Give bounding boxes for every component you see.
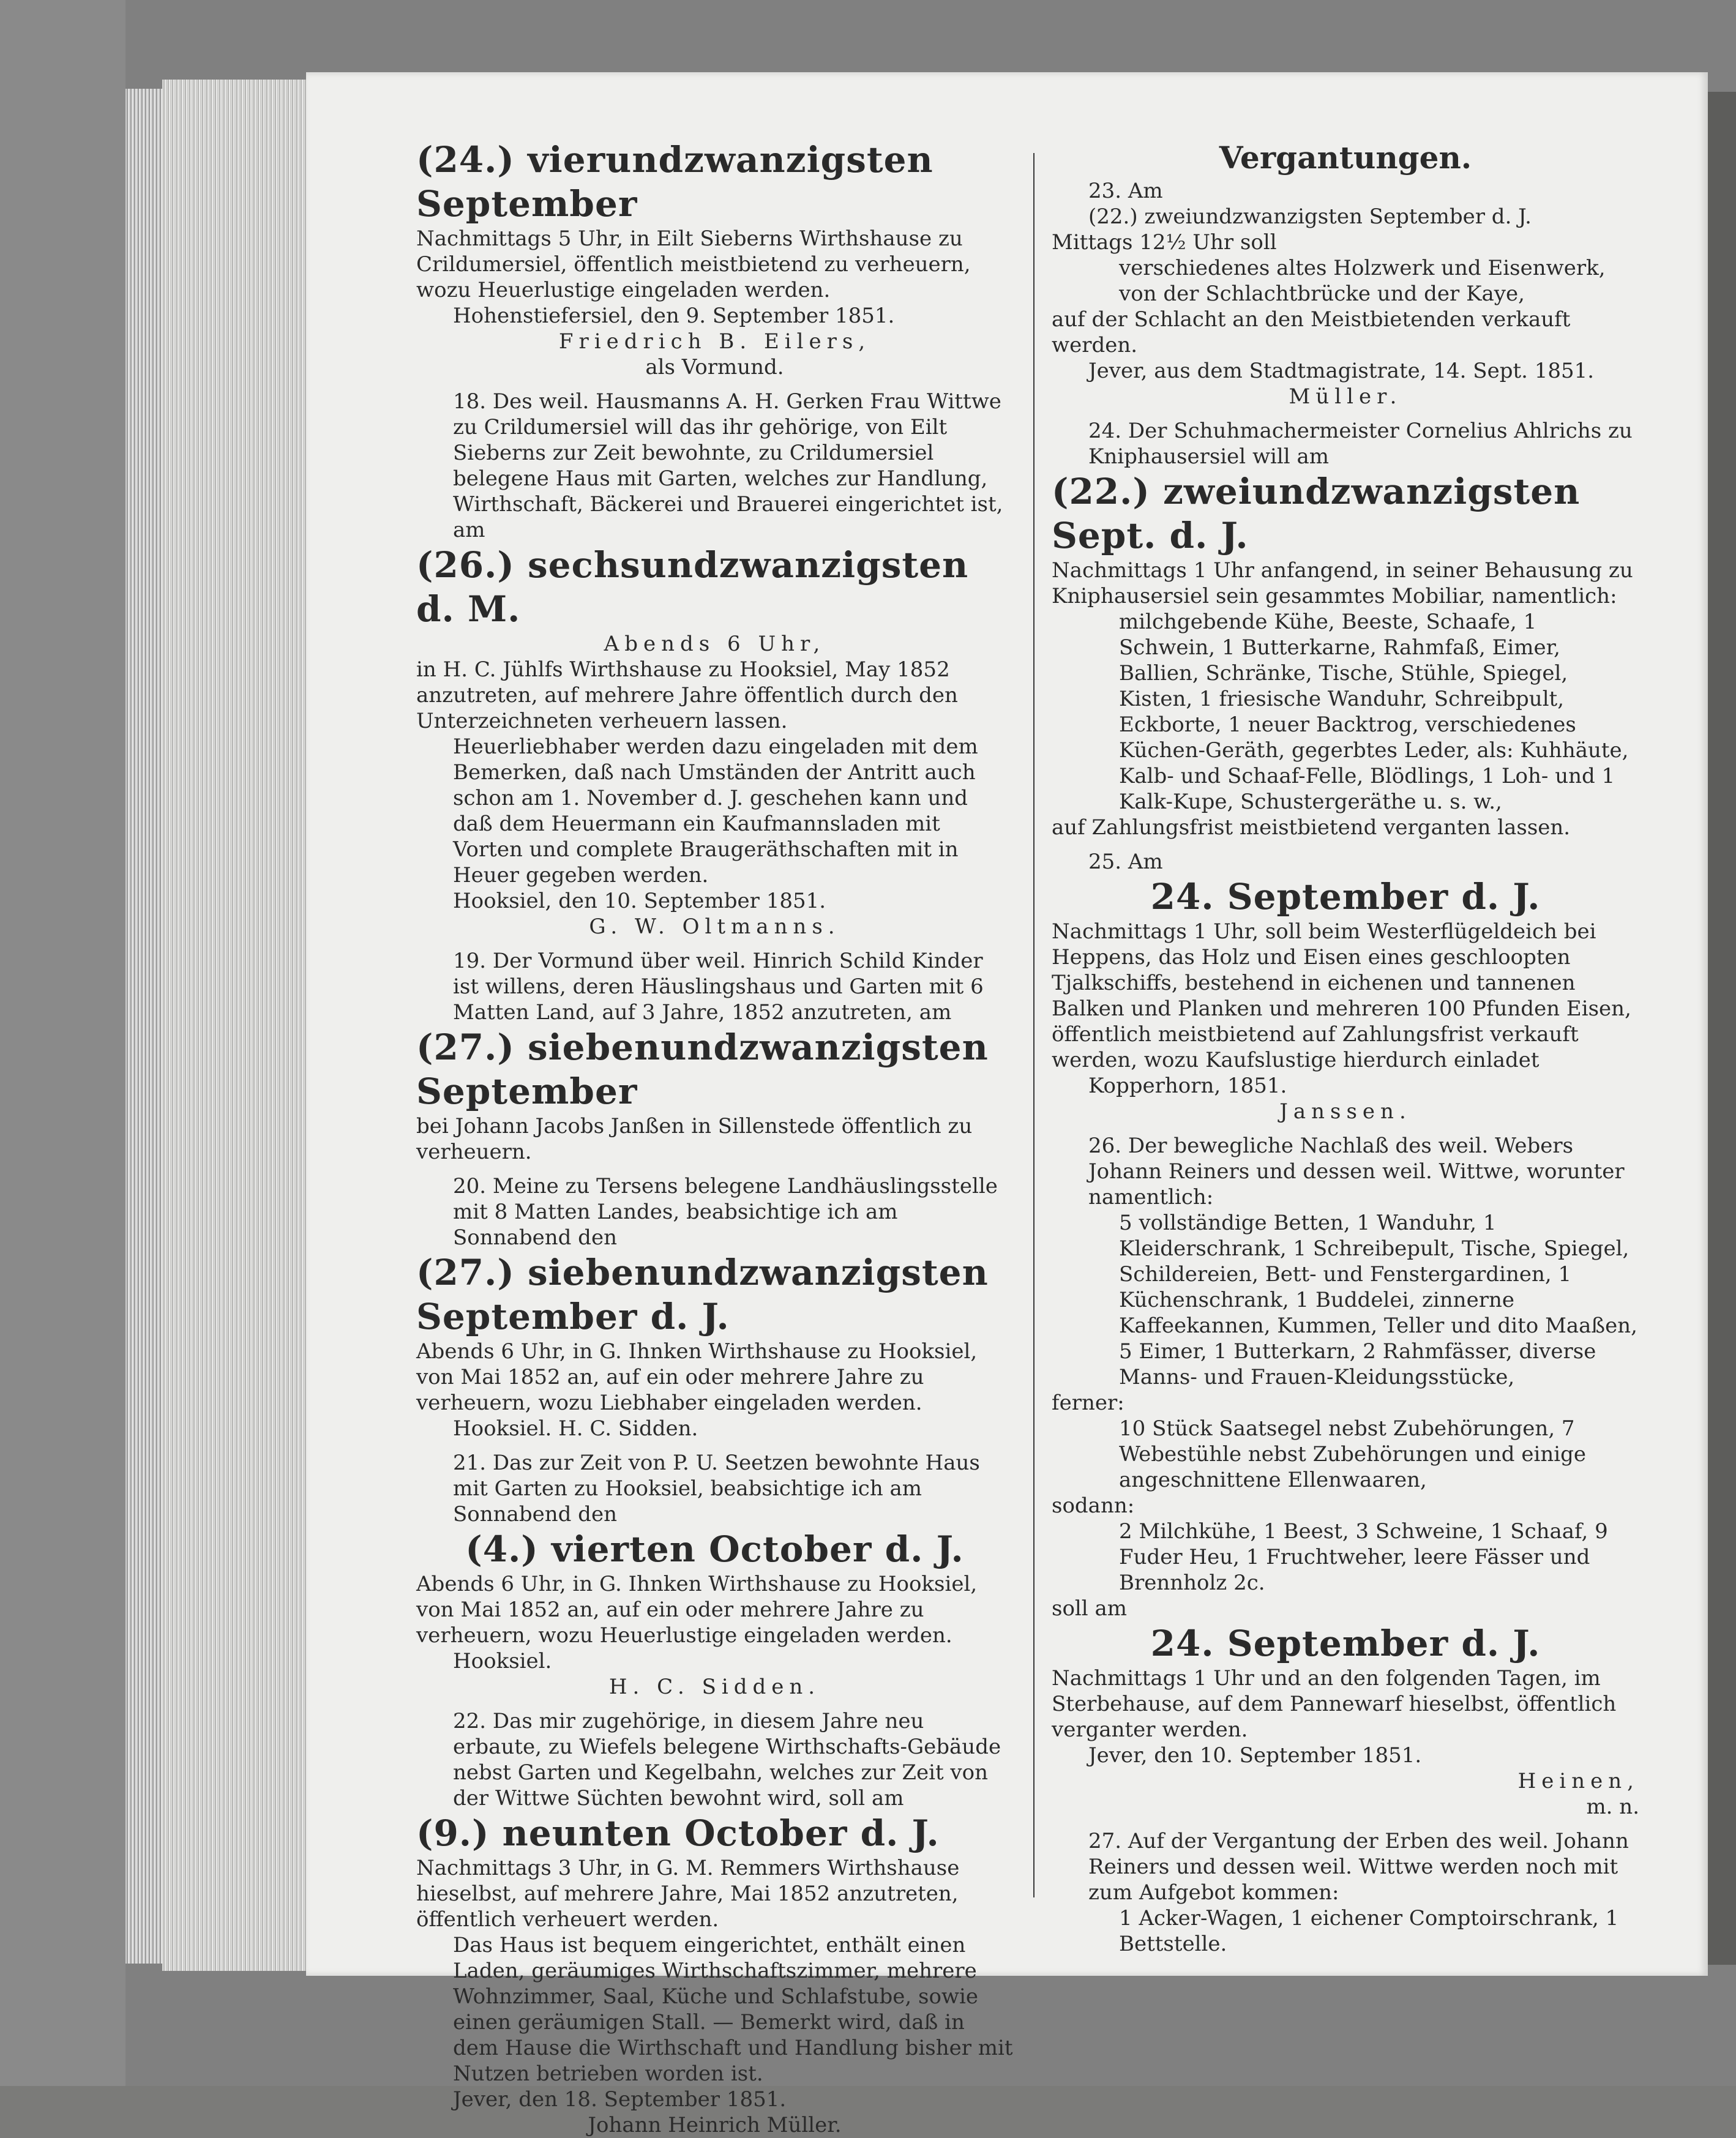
notice-26-note: Heuerliebhaber werden dazu eingeladen mit dem Bemerken, daß nach Umständen der Antritt auch schon am 1. November d. J. geschehen kann und daß dem Heuermann ein Kaufmannsladen mit Vorten und complete Braugeräthschaften mit in Heuer gegeben werden. bbox=[453, 734, 978, 888]
notice-26-signature: G. W. Oltmanns. bbox=[589, 914, 840, 939]
heading-4: (4.) vierten October d. J. bbox=[465, 1528, 964, 1570]
notice-24-items: milchgebende Kühe, Beeste, Schaafe, 1 Schwein, 1 Butterkarne, Rahmfaß, Eimer, Ballien, Schränke, Tische, Stühle, Spiegel, Kisten, 1 friesische Wanduhr, Schreibpult, Eckborte, 1 neuer Backtrog, verschiedenes Küchen-Geräth, gegerbtes Leder, als: Kuhhäute, Kalb- und Schaaf-Felle, Blödlings, 1 Loh- und 1 Kalk-Kupe, Schustergeräthe u. s. w., bbox=[1119, 610, 1629, 814]
notice-25-text: Nachmittags 1 Uhr, soll beim Westerflügeldeich bei Heppens, das Holz und Eisen eines geschloopten Tjalkschiffs, bestehend in eichenen und tannenen Balken und Planken und mehreren 100 Pfunden Eisen, öffentlich meistbietend auf Zahlungsfrist verkauft werden, wozu Kaufslustige hierdurch einladet bbox=[1052, 919, 1631, 1072]
notice-20-signature: Hooksiel. H. C. Sidden. bbox=[453, 1416, 698, 1441]
notice-24-role: als Vormund. bbox=[645, 355, 784, 379]
notice-21-text: Abends 6 Uhr, in G. Ihnken Wirthshause zu Hooksiel, von Mai 1852 an, auf ein oder mehrere Jahre zu verheuern, wozu Heuerlustige eingeladen werden. bbox=[416, 1572, 978, 1648]
notice-20: 20. Meine zu Tersens belegene Landhäuslingsstelle mit 8 Matten Landes, beabsichtige ich am Sonnabend den bbox=[453, 1174, 998, 1250]
notice-27-items: 1 Acker-Wagen, 1 eichener Comptoirschrank, 1 Bettstelle. bbox=[1119, 1906, 1619, 1956]
notice-19: 19. Der Vormund über weil. Hinrich Schild Kinder ist willens, deren Häuslingshaus und Garten mit 6 Matten Land, auf 3 Jahre, 1852 anzutreten, am bbox=[453, 949, 984, 1025]
heading-27a: (27.) siebenundzwanzigsten September bbox=[416, 1026, 989, 1112]
notice-23-time: Mittags 12½ Uhr soll bbox=[1052, 230, 1277, 255]
notice-23-items: verschiedenes altes Holzwerk und Eisenwerk, von der Schlachtbrücke und der Kaye, bbox=[1119, 256, 1606, 306]
notice-24-place: Hohenstiefersiel, den 9. September 1851. bbox=[453, 304, 895, 328]
notice-26: 26. Der bewegliche Nachlaß des weil. Webers Johann Reiners und dessen weil. Wittwe, worunter namentlich: bbox=[1088, 1134, 1625, 1209]
heading-26: (26.) sechsundzwanzigsten d. M. bbox=[416, 544, 969, 630]
notice-21-signature: H. C. Sidden. bbox=[608, 1675, 821, 1699]
notice-26-mn: m. n. bbox=[1586, 1795, 1639, 1819]
notice-26-text: Nachmittags 1 Uhr und an den folgenden Tagen, im Sterbehause, auf dem Pannewarf hieselbst, öffentlich verganter werden. bbox=[1052, 1666, 1617, 1742]
notice-24-time: Nachmittags 1 Uhr anfangend, in seiner Behausung zu Kniphausersiel sein gesammtes Mobiliar, namentlich: bbox=[1052, 558, 1633, 608]
notice-19-text: bei Johann Jacobs Janßen in Sillenstede öffentlich zu verheuern. bbox=[416, 1114, 973, 1164]
notice-23-signature: Müller. bbox=[1289, 384, 1402, 409]
notice-21-place: Hooksiel. bbox=[453, 1649, 552, 1673]
notice-26-items-c: 2 Milchkühe, 1 Beest, 3 Schweine, 1 Schaaf, 9 Fuder Heu, 1 Fruchtweher, leere Fässer und Brennholz 2c. bbox=[1119, 1519, 1608, 1595]
right-shadow bbox=[1708, 92, 1736, 1965]
notice-23-place: Jever, aus dem Stadtmagistrate, 14. Sept. 1851. bbox=[1088, 359, 1595, 383]
heading-24a: 24. September d. J. bbox=[1150, 876, 1541, 918]
page-stack bbox=[162, 80, 306, 1971]
notice-25-signature: Janssen. bbox=[1279, 1099, 1412, 1124]
notice-22: 22. Das mir zugehörige, in diesem Jahre neu erbaute, zu Wiefels belegene Wirthschafts-Gebäude nebst Garten und Kegelbahn, welches zur Zeit von der Wittwe Süchten bewohnt wird, soll am bbox=[453, 1709, 1001, 1811]
right-column bbox=[1052, 138, 1639, 1957]
notice-21: 21. Das zur Zeit von P. U. Seetzen bewohnte Haus mit Garten zu Hooksiel, beabsichtige ich am Sonnabend den bbox=[453, 1451, 980, 1527]
notice-27: 27. Auf der Vergantung der Erben des weil. Johann Reiners und dessen weil. Wittwe werden noch mit zum Aufgebot kommen: bbox=[1088, 1829, 1629, 1905]
column-rule bbox=[1033, 153, 1034, 1897]
notice-22-place: Jever, den 18. September 1851. bbox=[453, 2087, 787, 2112]
notice-22-text: Nachmittags 3 Uhr, in G. M. Remmers Wirthshause hieselbst, auf mehrere Jahre, Mai 1852 anzutreten, öffentlich verheuert werden. bbox=[416, 1856, 960, 1932]
notice-22-desc: Das Haus ist bequem eingerichtet, enthält einen Laden, geräumiges Wirthschaftszimmer, mehrere Wohnzimmer, Saal, Küche und Schlafstube, sowie einen geräumigen Stall. — Bemerkt wird, daß in dem Hause die Wirthschaft und Handlung bisher mit Nutzen betrieben worden ist. bbox=[453, 1933, 1013, 2086]
notice-26-place: Hooksiel, den 10. September 1851. bbox=[453, 889, 826, 913]
notice-26-text: in H. C. Jühlfs Wirthshause zu Hooksiel, May 1852 anzutreten, auf mehrere Jahre öffentlich durch den Unterzeichneten verheuern lassen. bbox=[416, 657, 958, 733]
notice-23-date: (22.) zweiundzwanzigsten September d. J. bbox=[1088, 204, 1532, 229]
book-cover-edge bbox=[0, 0, 125, 2086]
notice-24-text: Nachmittags 5 Uhr, in Eilt Sieberns Wirthshause zu Crildumersiel, öffentlich meistbietend zu verheuern, wozu Heuerlustige eingeladen werden. bbox=[416, 226, 971, 302]
book-spine-edge bbox=[125, 89, 162, 1964]
notice-22-signature: Johann Heinrich Müller. bbox=[588, 2113, 842, 2137]
heading-9: (9.) neunten October d. J. bbox=[416, 1812, 940, 1854]
notice-23: 23. Am bbox=[1088, 179, 1163, 203]
heading-27b: (27.) siebenundzwanzigsten September d. J. bbox=[416, 1252, 989, 1337]
heading-24-sept: (24.) vierundzwanzigsten September bbox=[416, 139, 933, 225]
notice-24: 24. Der Schuhmachermeister Cornelius Ahlrichs zu Kniphausersiel will am bbox=[1088, 419, 1633, 469]
notice-26-place: Jever, den 10. September 1851. bbox=[1088, 1743, 1422, 1768]
notice-26-soll: soll am bbox=[1052, 1596, 1127, 1621]
notice-26-items-a: 5 vollständige Betten, 1 Wanduhr, 1 Kleiderschrank, 1 Schreibepult, Tische, Spiegel, Schildereien, Bett- und Fenstergardinen, 1 Küchenschrank, 1 Buddelei, zinnerne Kaffeekannen, Kummen, Teller und dito Maaßen, 5 Eimer, 1 Butterkarn, 2 Rahmfässer, diverse Manns- und Frauen-Kleidungsstücke, bbox=[1119, 1211, 1637, 1389]
notice-26-signature: Heinen, bbox=[1517, 1769, 1639, 1793]
notice-26-items-b: 10 Stück Saatsegel nebst Zubehörungen, 7 Webestühle nebst Zubehörungen und einige angeschnittene Ellenwaaren, bbox=[1119, 1416, 1587, 1492]
notice-24-terms: auf Zahlungsfrist meistbietend verganten lassen. bbox=[1052, 815, 1571, 840]
heading-24b: 24. September d. J. bbox=[1150, 1623, 1541, 1664]
notice-24-signature: Friedrich B. Eilers, bbox=[558, 329, 871, 354]
left-column bbox=[416, 138, 1013, 2138]
notice-23-text: auf der Schlacht an den Meistbietenden verkauft werden. bbox=[1052, 307, 1571, 357]
notice-20-text: Abends 6 Uhr, in G. Ihnken Wirthshause zu Hooksiel, von Mai 1852 an, auf ein oder mehrere Jahre zu verheuern, wozu Liebhaber eingeladen werden. bbox=[416, 1339, 978, 1415]
notice-25-place: Kopperhorn, 1851. bbox=[1088, 1074, 1287, 1098]
section-title: Vergantungen. bbox=[1219, 140, 1472, 176]
notice-26-ferner: ferner: bbox=[1052, 1391, 1124, 1415]
notice-18: 18. Des weil. Hausmanns A. H. Gerken Frau Wittwe zu Crildumersiel will das ihr gehörige, von Eilt Sieberns zur Zeit bewohnte, zu Crildumersiel belegene Haus mit Garten, welches zur Handlung, Wirthschaft, Bäckerei und Brauerei eingerichtet ist, am bbox=[453, 389, 1003, 542]
notice-26-sodann: sodann: bbox=[1052, 1493, 1135, 1518]
heading-22: (22.) zweiundzwanzigsten Sept. d. J. bbox=[1052, 471, 1581, 556]
notice-25: 25. Am bbox=[1088, 850, 1163, 874]
notice-26-time: Abends 6 Uhr, bbox=[604, 632, 826, 656]
